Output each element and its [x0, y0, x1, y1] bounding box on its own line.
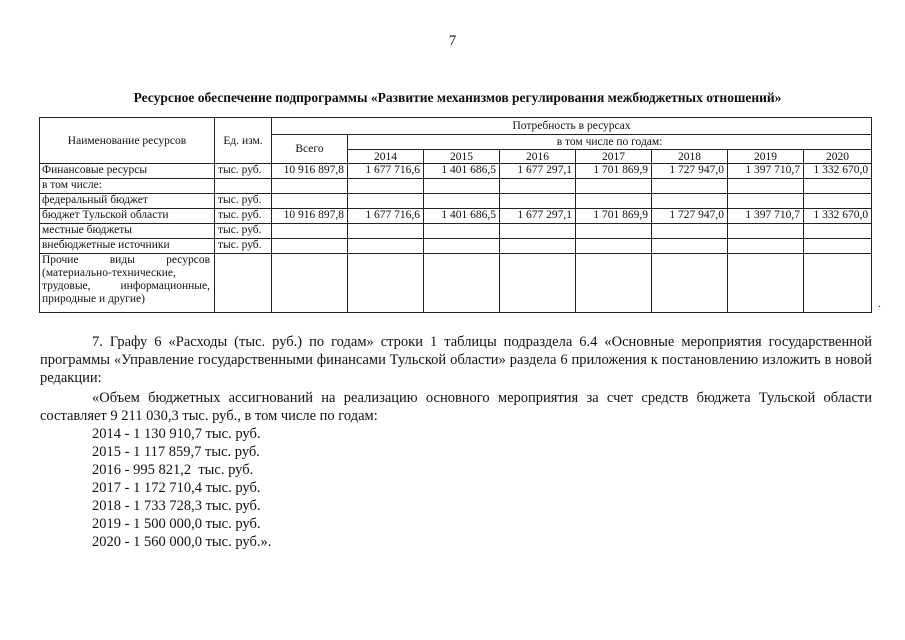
row-value [728, 179, 804, 194]
row-value [652, 224, 728, 239]
row-value: 1 677 297,1 [500, 164, 576, 179]
table-row [40, 209, 872, 224]
row-value [424, 254, 500, 313]
year-line: 2016 - 995 821,2 тыс. руб. [92, 462, 254, 478]
row-value [348, 224, 424, 239]
header-total: Всего [272, 135, 348, 164]
row-total [272, 254, 348, 313]
row-total: 10 916 897,8 [272, 164, 348, 179]
row-value: 1 727 947,0 [652, 209, 728, 224]
year-line: 2019 - 1 500 000,0 тыс. руб. [92, 516, 261, 532]
row-value [500, 194, 576, 209]
scan-dot: . [878, 296, 881, 310]
header-resource-name: Наименование ресурсов [40, 118, 215, 164]
row-value: 1 401 686,5 [424, 164, 500, 179]
row-value [576, 194, 652, 209]
row-value [500, 254, 576, 313]
row-value [348, 179, 424, 194]
row-name: в том числе: [40, 179, 215, 194]
row-value [728, 239, 804, 254]
row-value [804, 194, 872, 209]
year-line: 2020 - 1 560 000,0 тыс. руб.». [92, 534, 272, 550]
row-value [652, 179, 728, 194]
row-value [652, 254, 728, 313]
table-row [40, 164, 872, 179]
row-value [804, 239, 872, 254]
table-row-other-resources [40, 254, 872, 313]
header-year: 2015 [424, 150, 500, 164]
year-list [40, 425, 872, 551]
header-year: 2014 [348, 150, 424, 164]
row-total: 10 916 897,8 [272, 209, 348, 224]
header-year: 2019 [728, 150, 804, 164]
row-value [424, 224, 500, 239]
row-total [272, 224, 348, 239]
table-row [40, 224, 872, 239]
body-text [40, 333, 872, 551]
page-number: 7 [448, 33, 457, 49]
row-value [424, 179, 500, 194]
header-year: 2020 [804, 150, 872, 164]
row-unit: тыс. руб. [215, 239, 272, 254]
row-value [500, 224, 576, 239]
row-value [348, 239, 424, 254]
row-value [804, 179, 872, 194]
row-name: федеральный бюджет [40, 194, 215, 209]
row-value [500, 239, 576, 254]
row-value: 1 677 716,6 [348, 164, 424, 179]
row-value [728, 254, 804, 313]
other-resources-label: Прочие виды ресурсов (материально-технические, трудовые, информационные, природные и другие) [42, 254, 210, 305]
row-value: 1 401 686,5 [424, 209, 500, 224]
row-value [424, 239, 500, 254]
year-line: 2014 - 1 130 910,7 тыс. руб. [92, 426, 261, 442]
row-value: 1 677 716,6 [348, 209, 424, 224]
row-value: 1 397 710,7 [728, 209, 804, 224]
row-unit: тыс. руб. [215, 194, 272, 209]
year-line: 2018 - 1 733 728,3 тыс. руб. [92, 498, 261, 514]
header-year: 2016 [500, 150, 576, 164]
table-row [40, 179, 872, 194]
document-title: Ресурсное обеспечение подпрограммы «Развитие механизмов регулирования межбюджетных отношений» [133, 90, 782, 105]
year-line: 2015 - 1 117 859,7 тыс. руб. [92, 444, 260, 460]
row-value: 1 332 670,0 [804, 209, 872, 224]
row-value [652, 194, 728, 209]
table-row [40, 194, 872, 209]
row-value [728, 194, 804, 209]
row-value: 1 701 869,9 [576, 209, 652, 224]
row-unit [215, 179, 272, 194]
row-value [804, 224, 872, 239]
row-name: внебюджетные источники [40, 239, 215, 254]
row-value [576, 239, 652, 254]
header-year: 2017 [576, 150, 652, 164]
row-total [272, 239, 348, 254]
row-value [652, 239, 728, 254]
row-value [348, 254, 424, 313]
row-value [728, 224, 804, 239]
row-total [272, 194, 348, 209]
row-value [576, 179, 652, 194]
row-name [40, 254, 215, 313]
row-value [424, 194, 500, 209]
header-by-years: в том числе по годам: [348, 135, 872, 150]
row-value [348, 194, 424, 209]
row-unit: тыс. руб. [215, 224, 272, 239]
row-unit [215, 254, 272, 313]
row-unit: тыс. руб. [215, 164, 272, 179]
row-name: местные бюджеты [40, 224, 215, 239]
row-value [500, 179, 576, 194]
row-name: Финансовые ресурсы [40, 164, 215, 179]
row-value: 1 701 869,9 [576, 164, 652, 179]
header-unit: Ед. изм. [215, 118, 272, 164]
row-value: 1 332 670,0 [804, 164, 872, 179]
paragraph-7: 7. Графу 6 «Расходы (тыс. руб.) по годам» строки 1 таблицы подраздела 6.4 «Основные мероприятия государственной программы «Управление государственными финансами Тульской области» раздела 6 приложения к постановлению изложить в новой редакции: [40, 334, 872, 386]
row-value [576, 224, 652, 239]
row-name: бюджет Тульской области [40, 209, 215, 224]
row-value: 1 677 297,1 [500, 209, 576, 224]
row-unit: тыс. руб. [215, 209, 272, 224]
resource-table [39, 117, 872, 313]
row-total [272, 179, 348, 194]
table-row [40, 239, 872, 254]
row-value: 1 727 947,0 [652, 164, 728, 179]
paragraph-budget: «Объем бюджетных ассигнований на реализацию основного мероприятия за счет средств бюджета Тульской области составляет 9 211 030,3 тыс. руб., в том числе по годам: [40, 390, 872, 424]
header-need: Потребность в ресурсах [272, 118, 872, 135]
year-line: 2017 - 1 172 710,4 тыс. руб. [92, 480, 261, 496]
row-value: 1 397 710,7 [728, 164, 804, 179]
row-value [576, 254, 652, 313]
row-value [804, 254, 872, 313]
header-year: 2018 [652, 150, 728, 164]
